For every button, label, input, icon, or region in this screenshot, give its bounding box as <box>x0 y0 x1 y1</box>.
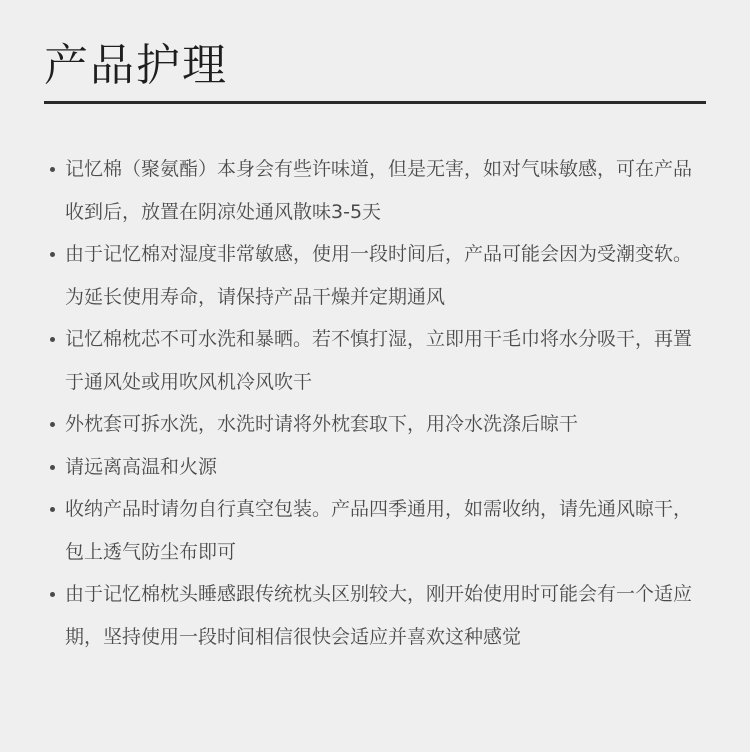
bullet-dot-icon <box>50 507 55 512</box>
page-title: 产品护理 <box>44 40 228 91</box>
bullet-dot-icon <box>50 167 55 172</box>
care-item-text: 由于记忆棉对湿度非常敏感，使用一段时间后，产品可能会因为受潮变软。为延长使用寿命，请保持产品干燥并定期通风 <box>65 243 693 308</box>
care-instructions-list <box>44 148 704 658</box>
care-item <box>44 318 704 403</box>
title-divider <box>44 101 706 104</box>
care-item-text: 外枕套可拆水洗，水洗时请将外枕套取下，用冷水洗涤后晾干 <box>65 413 579 435</box>
bullet-dot-icon <box>50 422 55 427</box>
bullet-dot-icon <box>50 252 55 257</box>
care-item <box>44 446 704 489</box>
care-item <box>44 573 704 658</box>
care-item <box>44 403 704 446</box>
care-item-text: 由于记忆棉枕头睡感跟传统枕头区别较大，刚开始使用时可能会有一个适应期，坚持使用一段时间相信很快会适应并喜欢这种感觉 <box>65 583 693 648</box>
bullet-dot-icon <box>50 337 55 342</box>
care-item-text: 记忆棉（聚氨酯）本身会有些许味道，但是无害，如对气味敏感，可在产品收到后，放置在阴凉处通风散味3-5天 <box>65 158 693 223</box>
care-item-text: 请远离高温和火源 <box>65 455 218 478</box>
care-item <box>44 148 704 233</box>
care-item <box>44 488 704 573</box>
bullet-dot-icon <box>50 465 55 470</box>
bullet-dot-icon <box>50 592 55 597</box>
care-item-text: 记忆棉枕芯不可水洗和暴晒。若不慎打湿，立即用干毛巾将水分吸干，再置于通风处或用吹风机冷风吹干 <box>65 328 693 393</box>
care-item-text: 收纳产品时请勿自行真空包装。产品四季通用，如需收纳，请先通风晾干，包上透气防尘布即可 <box>65 498 693 563</box>
care-item <box>44 233 704 318</box>
